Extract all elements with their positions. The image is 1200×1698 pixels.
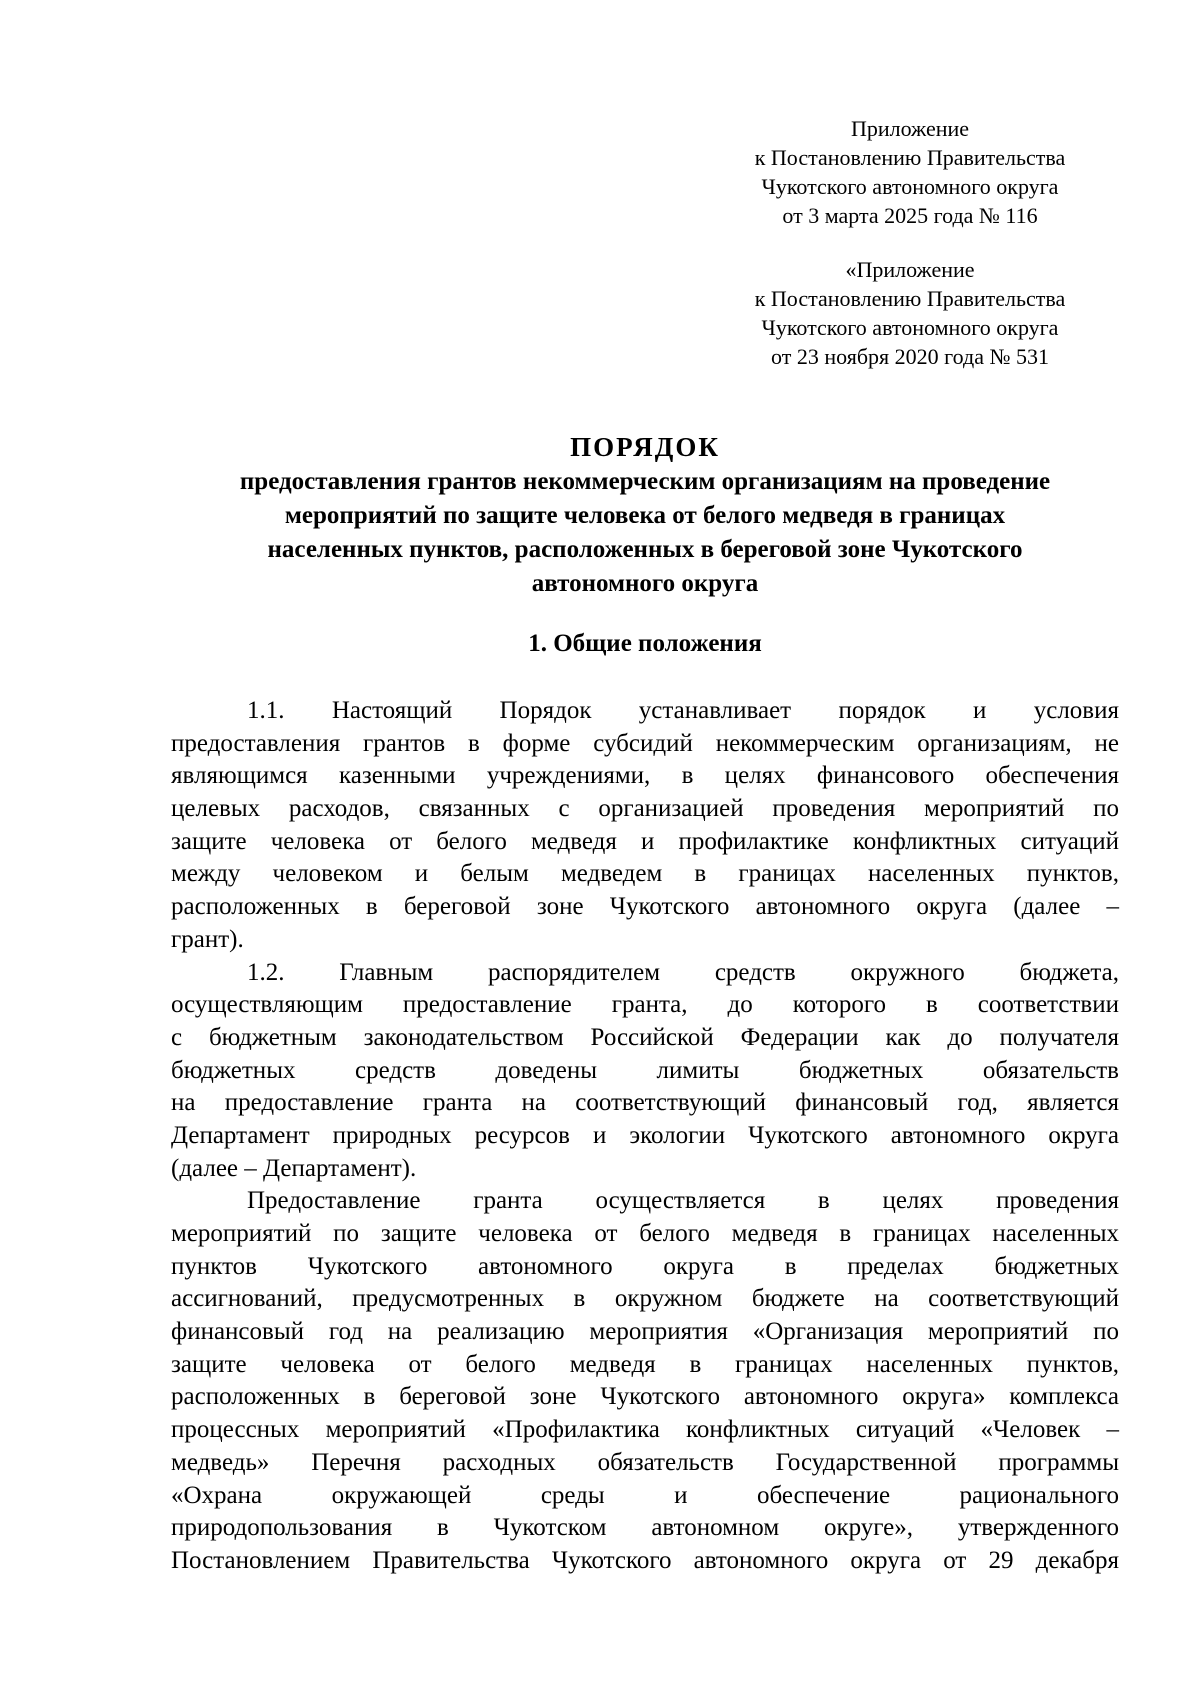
paragraph-line: с бюджетным законодательством Российской Федерации как до получателя [171, 1023, 1119, 1051]
body-text [171, 695, 1119, 1578]
paragraph-line: осуществляющим предоставление гранта, до которого в соответствии [171, 991, 1119, 1019]
paragraph-line: 1.2. Главным распорядителем средств окружного бюджета, [247, 958, 1119, 986]
paragraph-line: Департамент природных ресурсов и экологии Чукотского автономного округа [171, 1121, 1119, 1149]
paragraph-line: предоставления грантов в форме субсидий некоммерческим организациям, не [171, 729, 1119, 757]
paragraph-line: (далее – Департамент). [171, 1154, 417, 1182]
paragraph-line: ассигнований, предусмотренных в окружном бюджете на соответствующий [171, 1285, 1119, 1313]
paragraph-line: мероприятий по защите человека от белого медведя в границах населенных [171, 1220, 1119, 1247]
paragraph-line: бюджетных средств доведены лимиты бюджетных обязательств [171, 1056, 1119, 1084]
annex-line: «Приложение [845, 257, 975, 282]
paragraph-line: Постановлением Правительства Чукотского автономного округа от 29 декабря [171, 1546, 1119, 1574]
paragraph-line: являющимся казенными учреждениями, в целях финансового обеспечения [171, 762, 1119, 790]
paragraph-line: расположенных в береговой зоне Чукотского автономного округа» комплекса [171, 1383, 1119, 1411]
annex-block-current [700, 114, 1120, 230]
paragraph-line: целевых расходов, связанных с организацией проведения мероприятий по [171, 795, 1119, 823]
section-heading: 1. Общие положения [528, 630, 762, 657]
paragraph-line: защите человека от белого медведя в границах населенных пунктов, [171, 1350, 1119, 1378]
annex-line: Чукотского автономного округа [761, 315, 1059, 340]
subtitle-line: предоставления грантов некоммерческим организациям на проведение [239, 468, 1051, 495]
paragraph-line: процессных мероприятий «Профилактика конфликтных ситуаций «Человек – [171, 1416, 1119, 1444]
paragraph-line: 1.1. Настоящий Порядок устанавливает порядок и условия [247, 697, 1119, 724]
paragraph-line: финансовый год на реализацию мероприятия «Организация мероприятий по [171, 1318, 1119, 1346]
subtitle-line: населенных пунктов, расположенных в береговой зоне Чукотского [267, 536, 1023, 563]
annex-block-original [700, 255, 1120, 371]
paragraph-line: природопользования в Чукотском автономном округе», утвержденного [171, 1514, 1119, 1542]
annex-line: Приложение [850, 116, 970, 141]
paragraph-line: медведь» Перечня расходных обязательств Государственной программы [171, 1448, 1119, 1476]
paragraph-line: «Охрана окружающей среды и обеспечение рационального [171, 1481, 1119, 1509]
document-subtitle [170, 465, 1120, 601]
paragraph-line: защите человека от белого медведя и профилактике конфликтных ситуаций [171, 827, 1119, 855]
paragraph-line: между человеком и белым медведем в границах населенных пунктов, [171, 860, 1119, 888]
subtitle-line: автономного округа [531, 570, 759, 597]
annex-line: от 3 марта 2025 года № 116 [782, 203, 1038, 228]
paragraph-line: на предоставление гранта на соответствующий финансовый год, является [171, 1089, 1119, 1117]
paragraph-line: пунктов Чукотского автономного округа в пределах бюджетных [171, 1252, 1119, 1280]
annex-line: к Постановлению Правительства [754, 286, 1066, 311]
paragraph-line: расположенных в береговой зоне Чукотского автономного округа (далее – [171, 893, 1119, 921]
subtitle-line: мероприятий по защите человека от белого медведя в границах [284, 502, 1006, 529]
annex-line: Чукотского автономного округа [761, 174, 1059, 199]
annex-line: от 23 ноября 2020 года № 531 [771, 344, 1049, 369]
document-title: ПОРЯДОК [570, 432, 720, 462]
paragraph-line: Предоставление гранта осуществляется в целях проведения [247, 1187, 1119, 1215]
annex-line: к Постановлению Правительства [754, 145, 1066, 170]
paragraph-line: грант). [171, 925, 244, 953]
